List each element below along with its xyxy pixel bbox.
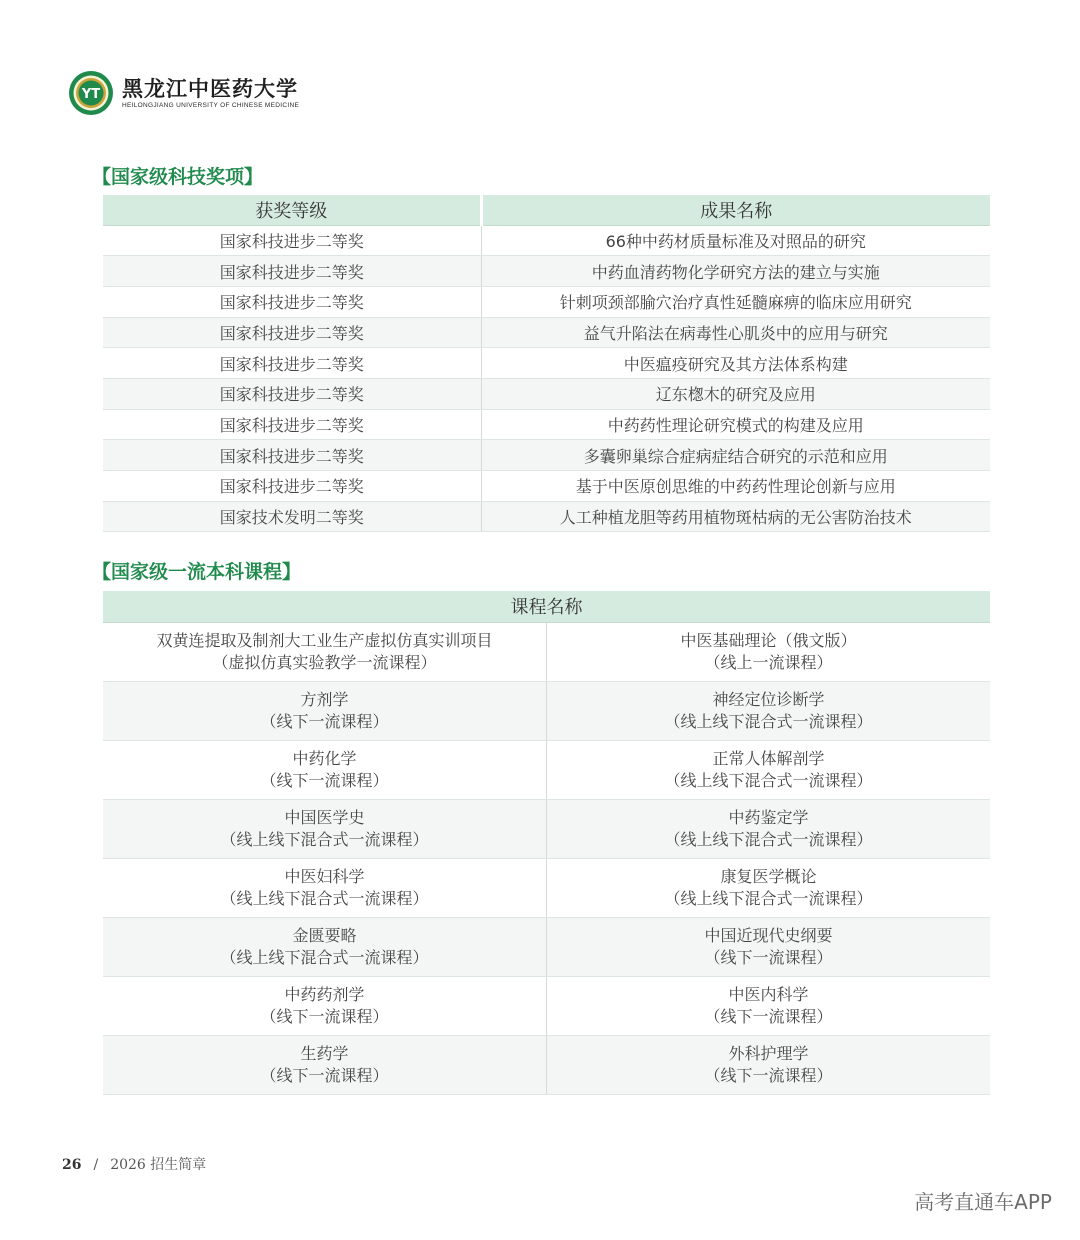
courses-row (103, 622, 990, 681)
app-watermark: 高考直通车APP (914, 1190, 1052, 1214)
course-type: （线上线下混合式一流课程） (664, 829, 873, 849)
course-cell (103, 799, 547, 858)
footer-separator: / (93, 1157, 99, 1173)
award-achievement: 多囊卵巢综合症病症结合研究的示范和应用 (481, 440, 990, 471)
courses-section-title: 【国家级一流本科课程】 (92, 561, 302, 583)
awards-row (103, 348, 990, 379)
page-number: 26 (62, 1157, 82, 1173)
courses-header-row (103, 591, 990, 622)
course-cell (547, 1035, 991, 1094)
course-name: 方剂学 (300, 689, 349, 709)
award-level: 国家科技进步二等奖 (103, 471, 481, 502)
awards-row (103, 317, 990, 348)
course-cell (547, 740, 991, 799)
award-achievement: 中医瘟疫研究及其方法体系构建 (481, 348, 990, 379)
course-type: （线上线下混合式一流课程） (220, 888, 429, 908)
course-type: （线下一流课程） (704, 1006, 833, 1026)
logo-text (122, 77, 299, 110)
award-achievement: 辽东楤木的研究及应用 (481, 378, 990, 409)
course-type: （线上线下混合式一流课程） (220, 947, 429, 967)
course-type: （线下一流课程） (704, 1065, 833, 1085)
courses-row (103, 799, 990, 858)
awards-header-row (103, 195, 990, 225)
award-level: 国家科技进步二等奖 (103, 440, 481, 471)
course-type: （线下一流课程） (260, 1006, 389, 1026)
awards-row (103, 225, 990, 256)
courses-table (103, 591, 990, 1095)
course-cell (103, 976, 547, 1035)
course-name: 康复医学概论 (720, 866, 817, 886)
award-achievement: 中药药性理论研究模式的构建及应用 (481, 409, 990, 440)
award-level: 国家科技进步二等奖 (103, 348, 481, 379)
award-level: 国家科技进步二等奖 (103, 256, 481, 287)
course-name: 神经定位诊断学 (712, 689, 825, 709)
awards-row (103, 440, 990, 471)
course-type: （线下一流课程） (260, 770, 389, 790)
award-level: 国家技术发明二等奖 (103, 501, 481, 532)
course-name: 中医基础理论（俄文版） (680, 630, 857, 650)
course-name: 中药药剂学 (284, 984, 365, 1004)
award-achievement: 针刺项颈部腧穴治疗真性延髓麻痹的临床应用研究 (481, 286, 990, 317)
course-cell (103, 740, 547, 799)
courses-row (103, 740, 990, 799)
course-name: 中国医学史 (284, 807, 365, 827)
course-type: （线上一流课程） (704, 652, 833, 672)
award-level: 国家科技进步二等奖 (103, 225, 481, 256)
award-achievement: 益气升陷法在病毒性心肌炎中的应用与研究 (481, 317, 990, 348)
course-cell (103, 858, 547, 917)
course-name: 生药学 (300, 1043, 349, 1063)
award-level: 国家科技进步二等奖 (103, 378, 481, 409)
document-title: 2026 招生简章 (110, 1157, 207, 1173)
course-type: （线下一流课程） (260, 711, 389, 731)
award-achievement: 66种中药材质量标准及对照品的研究 (481, 225, 990, 256)
course-cell (103, 622, 547, 681)
awards-row (103, 471, 990, 502)
course-cell (547, 976, 991, 1035)
course-cell (547, 622, 991, 681)
course-name: 中医妇科学 (284, 866, 365, 886)
seal-lettering: YT (81, 87, 101, 102)
awards-row (103, 256, 990, 287)
page-footer (62, 1154, 206, 1174)
university-seal-icon (68, 70, 114, 116)
course-cell (547, 681, 991, 740)
course-cell (547, 799, 991, 858)
course-name: 中药化学 (292, 748, 357, 768)
university-logo (68, 70, 299, 116)
course-cell (547, 858, 991, 917)
awards-row (103, 286, 990, 317)
course-type: （线上线下混合式一流课程） (664, 770, 873, 790)
course-name: 中国近现代史纲要 (704, 925, 833, 945)
course-type: （线下一流课程） (260, 1065, 389, 1085)
course-cell (103, 681, 547, 740)
award-achievement: 人工种植龙胆等药用植物斑枯病的无公害防治技术 (481, 501, 990, 532)
awards-row (103, 409, 990, 440)
course-cell (103, 917, 547, 976)
awards-row (103, 378, 990, 409)
courses-row (103, 681, 990, 740)
awards-table (103, 195, 990, 532)
course-type: （线上线下混合式一流课程） (664, 711, 873, 731)
course-name: 双黄连提取及制剂大工业生产虚拟仿真实训项目 (156, 630, 493, 650)
award-achievement: 中药血清药物化学研究方法的建立与实施 (481, 256, 990, 287)
award-level: 国家科技进步二等奖 (103, 409, 481, 440)
course-type: （线下一流课程） (704, 947, 833, 967)
award-level: 国家科技进步二等奖 (103, 286, 481, 317)
course-name: 中医内科学 (728, 984, 809, 1004)
course-cell (103, 1035, 547, 1094)
logo-english-name: HEILONGJIANG UNIVERSITY OF CHINESE MEDICINE (122, 101, 300, 109)
course-type: （虚拟仿真实验教学一流课程） (212, 652, 437, 672)
awards-section-title: 【国家级科技奖项】 (92, 166, 264, 188)
awards-header-achievement: 成果名称 (481, 195, 990, 225)
course-name: 正常人体解剖学 (712, 748, 825, 768)
course-type: （线上线下混合式一流课程） (664, 888, 873, 908)
course-name: 金匮要略 (292, 925, 357, 945)
courses-header: 课程名称 (103, 591, 990, 622)
award-achievement: 基于中医原创思维的中药药性理论创新与应用 (481, 471, 990, 502)
course-name: 中药鉴定学 (728, 807, 809, 827)
course-type: （线上线下混合式一流课程） (220, 829, 429, 849)
courses-row (103, 917, 990, 976)
logo-chinese-name: 黑龙江中医药大学 (122, 75, 298, 101)
course-name: 外科护理学 (728, 1043, 809, 1063)
awards-row (103, 501, 990, 532)
course-cell (547, 917, 991, 976)
awards-header-level: 获奖等级 (103, 195, 481, 225)
courses-row (103, 858, 990, 917)
courses-row (103, 1035, 990, 1094)
award-level: 国家科技进步二等奖 (103, 317, 481, 348)
courses-row (103, 976, 990, 1035)
